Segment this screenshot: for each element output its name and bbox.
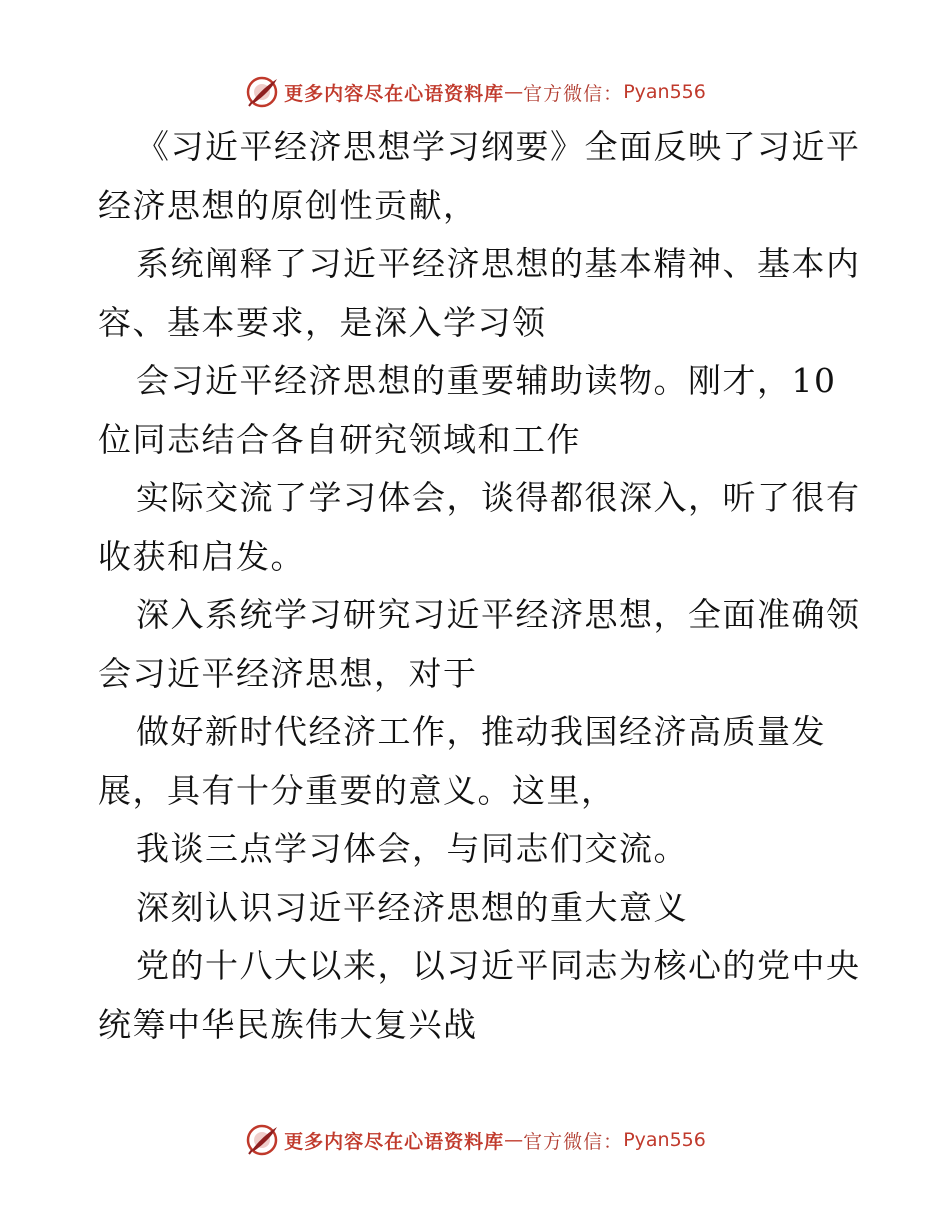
footer-banner: [0, 1120, 950, 1160]
banner-wechat-label: 官方微信：: [523, 82, 624, 105]
text-line: 位同志结合各自研究领域和工作: [98, 419, 581, 459]
text-line: 做好新时代经济工作，推动我国经济高质量发: [136, 712, 826, 751]
text-line: 展，具有十分重要的意义。这里，: [98, 770, 616, 810]
text-line: 《习近平经济思想学习纲要》全面反映了习近平: [136, 127, 861, 166]
text-line: 实际交流了学习体会，谈得都很深入，听了很有: [136, 478, 861, 517]
text-line: 系统阐释了习近平经济思想的基本精神、基本内: [136, 244, 861, 283]
text-line: 我谈三点学习体会，与同志们交流。: [136, 829, 688, 868]
text-line: 深入系统学习研究习近平经济思想，全面准确领: [136, 595, 861, 634]
text-line: 党的十八大以来，以习近平同志为核心的党中央: [136, 946, 861, 985]
banner-main-text: 更多内容尽在心语资料库: [284, 82, 505, 105]
text-line: 容、基本要求，是深入学习领: [98, 302, 547, 342]
quill-logo-icon: [244, 1122, 280, 1158]
quill-logo-icon: [244, 74, 280, 110]
document-body: [98, 118, 861, 1054]
text-line: 收获和启发。: [98, 536, 305, 576]
text-line: 经济思想的原创性贡献，: [98, 185, 478, 225]
header-banner: [0, 72, 950, 112]
banner-wechat-id: Pyan556: [623, 1129, 706, 1151]
section-heading: 深刻认识习近平经济思想的重大意义: [136, 887, 688, 927]
banner-separator: —: [504, 81, 524, 103]
banner-wechat-label: 官方微信：: [523, 1130, 624, 1153]
text-line: 统筹中华民族伟大复兴战: [98, 1004, 478, 1044]
banner-wechat-id: Pyan556: [623, 81, 706, 103]
text-line: 会习近平经济思想的重要辅助读物。刚才，10: [136, 361, 837, 400]
banner-main-text: 更多内容尽在心语资料库: [284, 1130, 505, 1153]
text-line: 会习近平经济思想，对于: [98, 653, 478, 693]
banner-separator: —: [504, 1129, 524, 1151]
